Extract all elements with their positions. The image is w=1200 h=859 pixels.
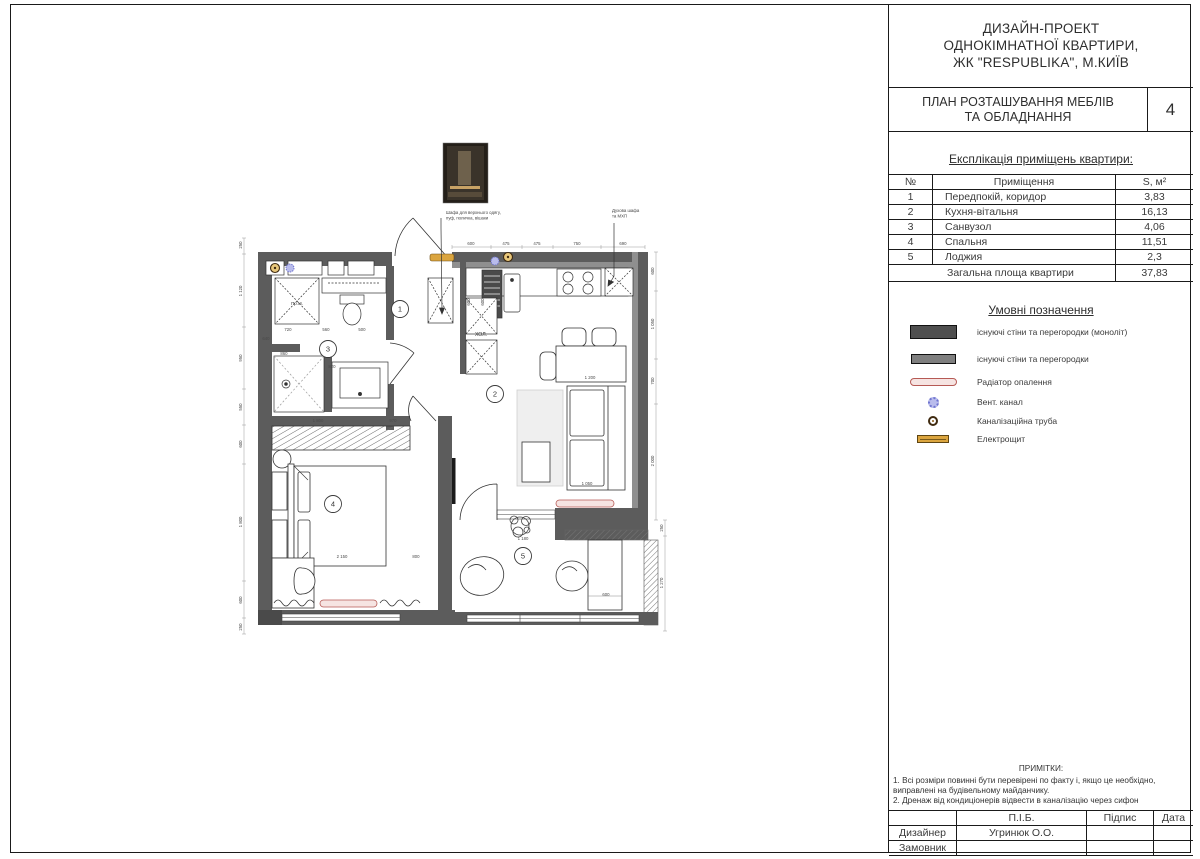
loggia-desk — [588, 540, 622, 610]
dimension-label: 800 — [412, 554, 420, 559]
dimension-label: 600 — [602, 592, 610, 597]
sheet-header — [889, 88, 1193, 132]
signature-row: Дизайнер Угринюк О.О. — [889, 826, 1193, 841]
explication-row: 4 Спальня 11,51 — [889, 235, 1193, 250]
dimension-label: 640 — [262, 336, 270, 341]
floor-plan-svg — [220, 128, 690, 658]
radiator — [320, 600, 377, 607]
dimension-label: 1 050 — [650, 318, 655, 330]
headboard — [288, 464, 294, 568]
radiator — [556, 500, 614, 507]
explication-row: 1 Передпокій, коридор 3,83 — [889, 190, 1193, 205]
bathroom-door — [390, 343, 414, 384]
legend-label: Каналізаційна труба — [977, 416, 1058, 426]
notes-body — [889, 776, 1193, 806]
dimension-label: 475 — [533, 241, 541, 246]
dimension-label: 500 — [358, 327, 366, 332]
vent-icon — [928, 397, 939, 408]
dimension-label: 2 000 — [650, 455, 655, 467]
bedroom-furniture — [272, 426, 456, 608]
dimension-label: 250 — [659, 524, 664, 532]
explication-total-row — [889, 265, 1193, 282]
legend-item — [889, 349, 1193, 369]
project-title-line2: ОДНОКІМНАТНОЇ КВАРТИРИ, — [943, 38, 1139, 53]
note-item: 1. Всі розміри повинні бути перевірені по факту і, якщо це необхідно, виправлені на будівельному майданчику. — [893, 776, 1156, 795]
legend-label: Вент. канал — [977, 397, 1023, 407]
plan-annotation: та МХП — [612, 213, 628, 219]
explication-title: Експлікація приміщень квартири: — [948, 152, 1133, 166]
entrance-door — [395, 218, 448, 258]
total-label: Загальна площа квартири — [889, 265, 1116, 281]
plan-annotation: пуф, поличка, вішаки — [446, 215, 489, 221]
dimension-label: 690 — [619, 241, 627, 246]
explication-row: 3 Санвузол 4,06 — [889, 220, 1193, 235]
dimension-label: 560 — [322, 327, 330, 332]
dimension-label: 820 — [328, 364, 336, 369]
col-date: Дата — [1153, 811, 1193, 825]
dimension-label: 550 — [238, 403, 243, 411]
dimension-label: 860 — [280, 351, 288, 356]
dimension-label: 600 — [238, 596, 243, 604]
col-sign: Підпис — [1086, 811, 1153, 825]
wardrobe — [272, 426, 410, 450]
room-number: 4 — [330, 499, 336, 509]
nightstand — [272, 520, 287, 558]
dimension-label: 970 — [389, 418, 397, 423]
room-number: 3 — [325, 344, 331, 354]
plan-label: Пр.М. — [291, 301, 303, 306]
plan-annotation: Шафа для верхнього одягу, — [446, 210, 501, 215]
dimension-label: 1 050 — [581, 481, 593, 486]
dining-chair — [562, 328, 586, 346]
legend-item — [889, 322, 1193, 342]
col-name: Приміщення — [933, 175, 1116, 189]
dimension-label: 600 — [650, 267, 655, 275]
dimension-label: 1 800 — [312, 418, 324, 423]
lounge-chair — [455, 551, 509, 601]
legend-label: існуючі стіни та перегородки (моноліт) — [977, 327, 1128, 337]
legend-title: Умовні позначення — [988, 303, 1094, 317]
legend-label: Радіатор опалення — [977, 377, 1052, 387]
legend-item — [889, 372, 1193, 392]
dimension-label: 600 — [480, 298, 485, 306]
signature-table — [889, 810, 1193, 856]
photo-inset — [443, 143, 488, 203]
signature-row: Замовник — [889, 841, 1193, 856]
wall-monolith-icon — [910, 325, 957, 339]
tv — [452, 458, 456, 504]
col-area: S, м² — [1142, 176, 1167, 188]
balcony-door — [460, 484, 497, 520]
dining-chair — [592, 328, 616, 346]
project-title — [889, 4, 1193, 88]
explication-table — [889, 174, 1193, 282]
project-title-line1: ДИЗАЙН-ПРОЕКТ — [982, 21, 1100, 36]
room-number: 5 — [520, 551, 526, 561]
legend-item — [889, 411, 1193, 431]
wall-partition-icon — [911, 354, 956, 364]
bedroom-door — [409, 396, 436, 421]
col-pib: П.І.Б. — [956, 811, 1086, 825]
floor-plan — [220, 128, 690, 658]
dimension-label: 1 800 — [238, 516, 243, 528]
explication-row: 5 Лоджия 2,3 — [889, 250, 1193, 265]
dimension-label: 600 — [238, 440, 243, 448]
plan-label: ХОЛ. — [474, 332, 488, 338]
room-number: 1 — [397, 304, 403, 314]
note-item: 2. Дренаж від кондиціонерів відвести в каналізацію через сифон — [893, 796, 1139, 805]
plan-annotation: Духова шафа — [612, 208, 640, 213]
explication-row: 2 Кухня-вітальня 16,13 — [889, 205, 1193, 220]
room-number: 2 — [492, 389, 498, 399]
legend-label: Електрощит — [977, 434, 1026, 444]
sewer-icon — [928, 416, 938, 426]
notes-title: ПРИМІТКИ: — [1018, 764, 1064, 773]
electrical-icon — [917, 435, 949, 443]
sheet-title: ПЛАН РОЗТАШУВАННЯ МЕБЛІВ ТА ОБЛАДНАННЯ — [922, 94, 1114, 124]
pillow — [298, 520, 310, 560]
sheet-number: 4 — [1147, 88, 1193, 131]
dimension-label: 1 180 — [517, 536, 529, 541]
dining-chair — [540, 352, 556, 380]
curtain — [380, 600, 420, 606]
dimension-label: 1 270 — [659, 577, 664, 589]
dimension-label: 475 — [502, 241, 510, 246]
signature-header-row — [889, 811, 1193, 826]
legend-item — [889, 392, 1193, 412]
legend-label: існуючі стіни та перегородки — [977, 354, 1089, 364]
explication-header-row — [889, 175, 1193, 190]
dimension-label: 600 — [467, 241, 475, 246]
dimension-label: 750 — [573, 241, 581, 246]
radiator-icon — [910, 378, 957, 386]
plant — [511, 517, 529, 535]
dimension-label: 950 — [238, 354, 243, 362]
dimension-label: 1 120 — [238, 285, 243, 297]
coffee-table — [522, 442, 550, 482]
living-furniture — [517, 328, 626, 507]
dimension-label: 600 — [466, 298, 471, 306]
dimension-label: 700 — [650, 377, 655, 385]
col-num: № — [889, 175, 933, 189]
vent-channel — [286, 264, 294, 272]
title-panel — [888, 4, 1193, 853]
dimension-label: 720 — [284, 327, 292, 332]
dimension-label: 250 — [238, 623, 243, 631]
total-value: 37,83 — [1141, 267, 1168, 279]
vent-channel — [491, 257, 499, 265]
lounge-chair — [556, 561, 588, 591]
electrical-panel — [430, 254, 454, 261]
pillow — [298, 472, 310, 512]
dimension-label: 2 150 — [336, 554, 348, 559]
dimension-label: 250 — [238, 241, 243, 249]
project-title-line3: ЖК "RESPUBLIKA", М.КИЇВ — [953, 55, 1129, 70]
dimension-label: 1 200 — [584, 375, 596, 380]
legend-item — [889, 429, 1193, 449]
nightstand — [272, 472, 287, 510]
